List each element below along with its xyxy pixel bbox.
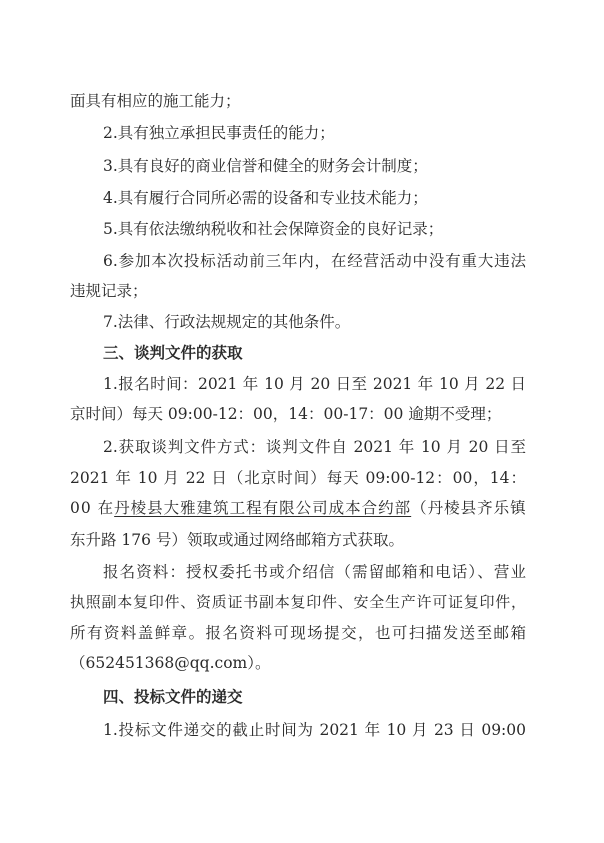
text-line: 执照副本复印件、资质证书副本复印件、安全生产许可证复印件，	[70, 593, 526, 611]
email-text: （652451368@qq.com）。	[70, 654, 271, 672]
text-line: 京时间）每天 09:00-12：00，14：00-17：00 逾期不受理；	[70, 405, 502, 423]
text-fragment: 00 在	[70, 499, 115, 517]
section-heading: 三、谈判文件的获取	[103, 343, 243, 362]
text-line: 东升路 176 号）领取或通过网络邮箱方式获取。	[70, 531, 404, 549]
text-line: 3.具有良好的商业信誉和健全的财务会计制度；	[103, 157, 428, 175]
company-name: 丹棱县大雅建筑工程有限公司成本合约部	[114, 499, 412, 517]
text-line: 违规记录；	[70, 282, 148, 300]
text-line: 2.具有独立承担民事责任的能力；	[103, 124, 335, 142]
text-line: 所有资料盖鲜章。报名资料可现场提交，也可扫描发送至邮箱	[70, 624, 526, 642]
text-line: 2021 年 10 月 22 日（北京时间）每天 09:00-12：00，14：	[70, 469, 526, 487]
text-line: 报名资料：授权委托书或介绍信（需留邮箱和电话）、营业	[103, 563, 526, 581]
text-line: 4.具有履行合同所必需的设备和专业技术能力；	[103, 189, 428, 207]
text-line: 7.法律、行政法规规定的其他条件。	[103, 313, 351, 331]
text-line: 5.具有依法缴纳税收和社会保障资金的良好记录；	[103, 220, 444, 238]
text-line: 6.参加本次投标活动前三年内，在经营活动中没有重大违法	[103, 252, 526, 270]
section-heading: 四、投标文件的递交	[103, 687, 243, 706]
text-line: 面具有相应的施工能力；	[70, 92, 241, 110]
text-line: 1.报名时间：2021 年 10 月 20 日至 2021 年 10 月 22 日	[103, 375, 526, 393]
text-fragment: （丹棱县齐乐镇	[411, 499, 527, 517]
text-line	[70, 498, 526, 518]
text-line: 1.投标文件递交的截止时间为 2021 年 10 月 23 日 09:00	[103, 721, 526, 739]
text-line: 2.获取谈判文件方式：谈判文件自 2021 年 10 月 20 日至	[103, 438, 526, 456]
